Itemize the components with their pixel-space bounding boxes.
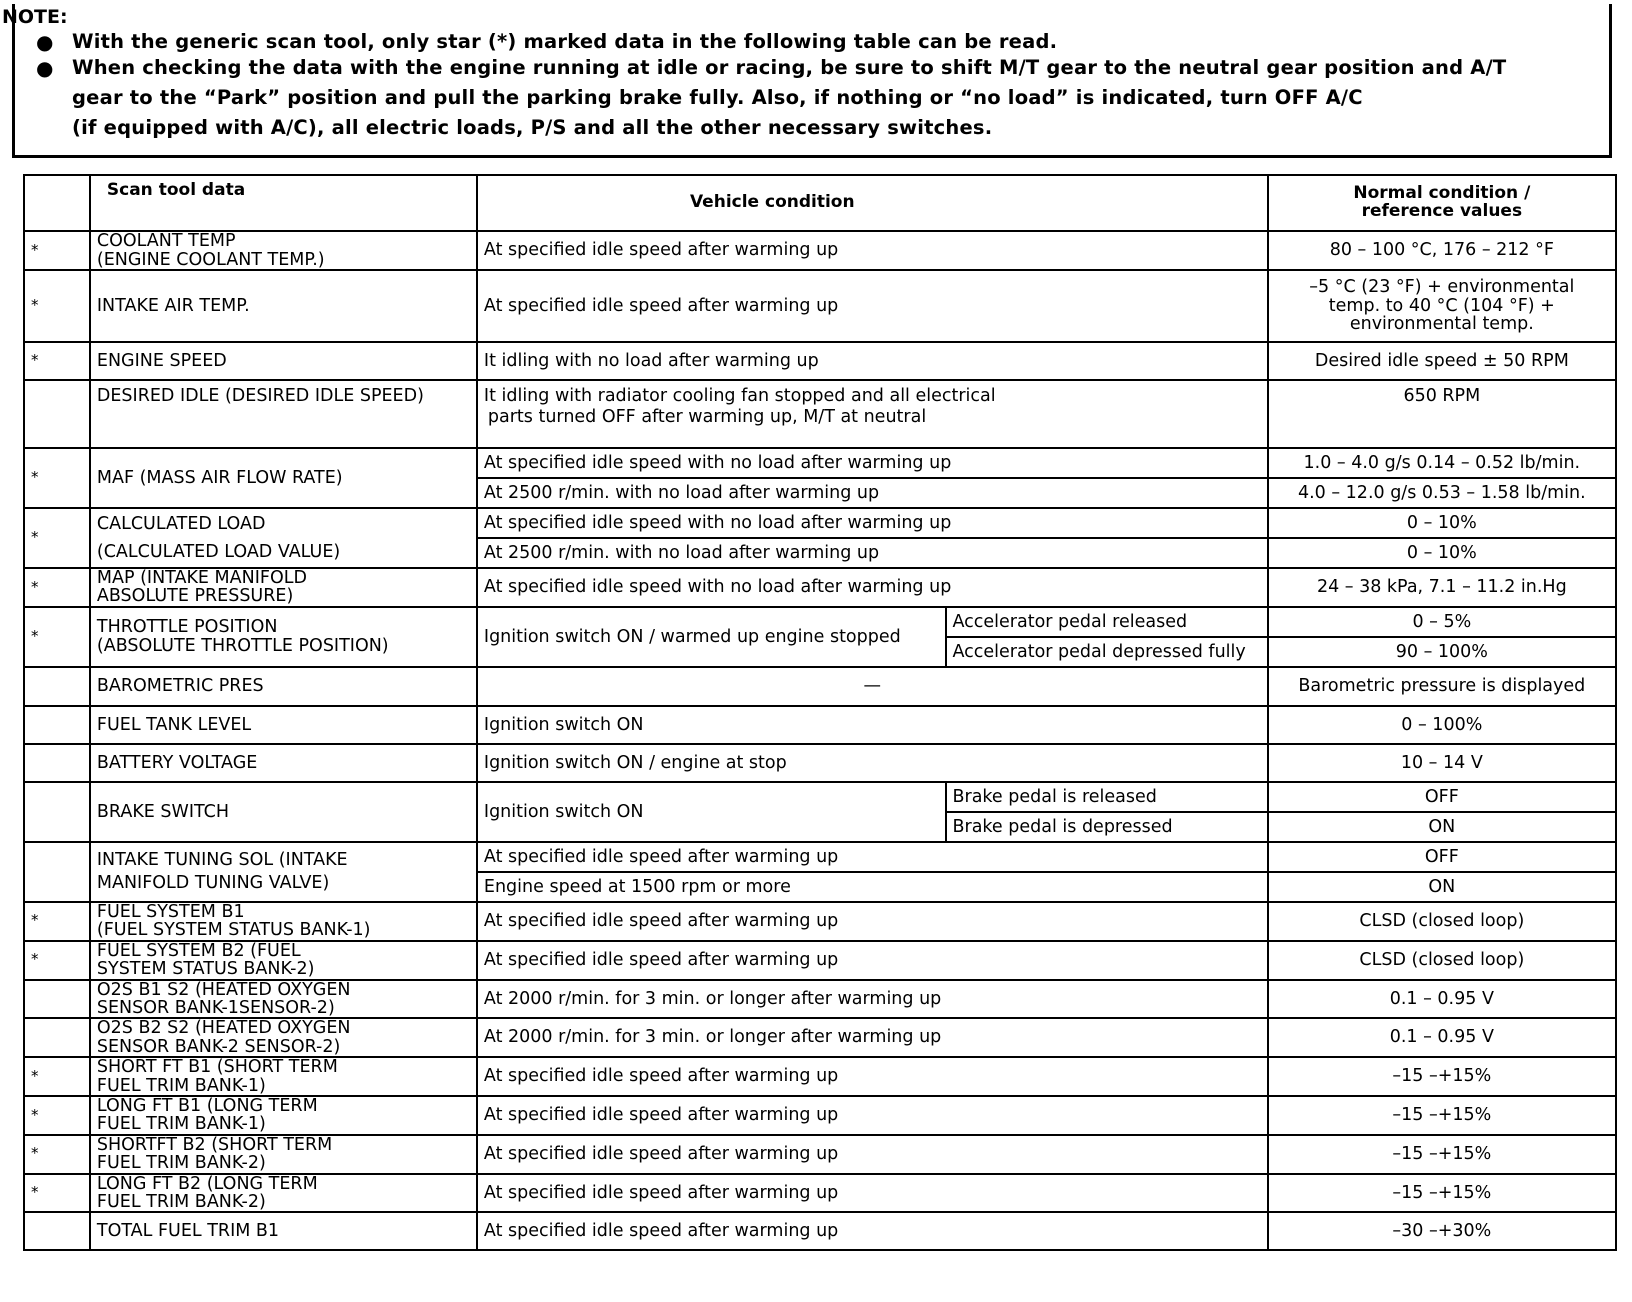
star-mark: * xyxy=(24,1174,90,1213)
row-name-line: ABSOLUTE PRESSURE) xyxy=(96,586,294,607)
star-mark: * xyxy=(24,941,90,980)
header-star xyxy=(24,175,90,231)
row-condition: At specified idle speed after warming up xyxy=(477,1057,1268,1096)
row-condition: Ignition switch ON / warmed up engine stopped xyxy=(477,607,946,667)
row-name-line: FUEL SYSTEM B1 xyxy=(96,901,245,922)
table-row xyxy=(24,607,1616,637)
row-name xyxy=(90,1018,477,1057)
row-sub-condition: Brake pedal is depressed xyxy=(946,812,1268,842)
star-empty xyxy=(24,980,90,1019)
row-condition: At 2000 r/min. for 3 min. or longer after warming up xyxy=(477,980,1268,1019)
row-name: DESIRED IDLE (DESIRED IDLE SPEED) xyxy=(90,380,477,448)
row-name-line: FUEL TRIM BANK-1) xyxy=(96,1075,266,1096)
row-name-line: THROTTLE POSITION xyxy=(96,617,278,638)
header-scan-tool-data: Scan tool data xyxy=(90,175,477,231)
star-empty xyxy=(24,380,90,448)
row-value: Barometric pressure is displayed xyxy=(1268,667,1616,706)
table-row xyxy=(24,667,1616,706)
row-name-line: SHORT FT B1 (SHORT TERM xyxy=(96,1057,338,1078)
row-name-line: LONG FT B2 (LONG TERM xyxy=(96,1173,318,1194)
star-mark: * xyxy=(24,607,90,667)
row-name-line: SENSOR BANK-2 SENSOR-2) xyxy=(96,1036,341,1057)
row-value: –15 –+15% xyxy=(1268,1057,1616,1096)
row-value: 0 – 10% xyxy=(1268,538,1616,568)
row-name: BRAKE SWITCH xyxy=(90,782,477,842)
row-condition: At specified idle speed after warming up xyxy=(477,231,1268,270)
row-name xyxy=(90,568,477,607)
row-name: MAF (MASS AIR FLOW RATE) xyxy=(90,448,477,508)
star-mark: * xyxy=(24,1096,90,1135)
row-name xyxy=(90,980,477,1019)
row-condition: At specified idle speed after warming up xyxy=(477,1212,1268,1250)
row-value: CLSD (closed loop) xyxy=(1268,941,1616,980)
row-name xyxy=(90,1174,477,1213)
row-value: OFF xyxy=(1268,842,1616,872)
star-empty xyxy=(24,1212,90,1250)
row-name: BATTERY VOLTAGE xyxy=(90,744,477,782)
bullet-dot: ● xyxy=(36,56,54,80)
row-value-line: temp. to 40 °C (104 °F) + xyxy=(1328,295,1555,316)
row-sub-condition: Brake pedal is released xyxy=(946,782,1268,812)
row-name xyxy=(90,508,477,568)
row-condition: Ignition switch ON xyxy=(477,706,1268,744)
row-name: ENGINE SPEED xyxy=(90,342,477,380)
table-row xyxy=(24,231,1616,270)
star-empty xyxy=(24,744,90,782)
row-condition: At 2500 r/min. with no load after warming up xyxy=(477,538,1268,568)
row-name-line: MANIFOLD TUNING VALVE) xyxy=(96,872,330,893)
table-row xyxy=(24,1174,1616,1213)
header-vehicle-condition xyxy=(477,175,1268,231)
star-mark: * xyxy=(24,902,90,941)
row-name-line: FUEL SYSTEM B2 (FUEL xyxy=(96,940,301,961)
star-mark: * xyxy=(24,508,90,568)
row-condition: At specified idle speed after warming up xyxy=(477,1174,1268,1213)
row-condition: At specified idle speed with no load after warming up xyxy=(477,508,1268,538)
row-value: 4.0 – 12.0 g/s 0.53 – 1.58 lb/min. xyxy=(1268,478,1616,508)
row-condition xyxy=(477,380,1268,448)
row-value: 10 – 14 V xyxy=(1268,744,1616,782)
star-mark: * xyxy=(24,1135,90,1174)
row-name: TOTAL FUEL TRIM B1 xyxy=(90,1212,477,1250)
row-value: ON xyxy=(1268,812,1616,842)
row-condition: It idling with no load after warming up xyxy=(477,342,1268,380)
row-name xyxy=(90,231,477,270)
star-mark: * xyxy=(24,231,90,270)
row-value: CLSD (closed loop) xyxy=(1268,902,1616,941)
row-value: –30 –+30% xyxy=(1268,1212,1616,1250)
row-sub-condition: Accelerator pedal released xyxy=(946,607,1268,637)
row-name-line: SYSTEM STATUS BANK-2) xyxy=(96,959,315,980)
row-condition: Engine speed at 1500 rpm or more xyxy=(477,872,1268,902)
row-value-line: –5 °C (23 °F) + environmental xyxy=(1309,277,1575,298)
header-normal-line-1: Normal condition / xyxy=(1353,183,1531,204)
table-row xyxy=(24,1096,1616,1135)
row-name: INTAKE AIR TEMP. xyxy=(90,270,477,342)
row-name-line: SHORTFT B2 (SHORT TERM xyxy=(96,1134,333,1155)
note-line-1: With the generic scan tool, only star (*) marked data in the following table can be read. xyxy=(72,30,1058,53)
table-row xyxy=(24,270,1616,342)
row-value-line: environmental temp. xyxy=(1349,314,1534,335)
row-name-line: FUEL TRIM BANK-2) xyxy=(96,1153,266,1174)
row-name-line: MAP (INTAKE MANIFOLD xyxy=(96,568,307,588)
row-condition: Ignition switch ON / engine at stop xyxy=(477,744,1268,782)
note-line-2: When checking the data with the engine running at idle or racing, be sure to shift M/T gear to the neutral gear position and A/T xyxy=(72,56,1507,79)
table-row xyxy=(24,448,1616,478)
row-sub-condition: Accelerator pedal depressed fully xyxy=(946,637,1268,667)
table-row xyxy=(24,380,1616,448)
row-name-line: (FUEL SYSTEM STATUS BANK-1) xyxy=(96,920,371,941)
table-row xyxy=(24,1212,1616,1250)
row-condition: Ignition switch ON xyxy=(477,782,946,842)
row-name-line: COOLANT TEMP xyxy=(96,231,236,252)
row-value xyxy=(1268,270,1616,342)
row-condition: At specified idle speed after warming up xyxy=(477,1135,1268,1174)
row-condition: At specified idle speed after warming up xyxy=(477,1096,1268,1135)
row-condition: At 2500 r/min. with no load after warming up xyxy=(477,478,1268,508)
row-value: 0 – 10% xyxy=(1268,508,1616,538)
table-row xyxy=(24,508,1616,538)
row-name-line: (ENGINE COOLANT TEMP.) xyxy=(96,249,325,270)
row-name-line: SENSOR BANK-1SENSOR-2) xyxy=(96,997,335,1018)
row-name-line: INTAKE TUNING SOL (INTAKE xyxy=(96,850,348,871)
table-row xyxy=(24,706,1616,744)
row-condition: At specified idle speed with no load after warming up xyxy=(477,448,1268,478)
note-line-3: gear to the “Park” position and pull the parking brake fully. Also, if nothing or “no load” is indicated, turn OFF A/C xyxy=(72,86,1363,109)
star-mark: * xyxy=(24,1057,90,1096)
row-value: 90 – 100% xyxy=(1268,637,1616,667)
table-row xyxy=(24,842,1616,872)
row-value: –15 –+15% xyxy=(1268,1174,1616,1213)
header-normal-condition xyxy=(1268,175,1616,231)
row-condition: At specified idle speed after warming up xyxy=(477,842,1268,872)
row-name xyxy=(90,1057,477,1096)
table-row xyxy=(24,902,1616,941)
table-row xyxy=(24,1018,1616,1057)
table-row xyxy=(24,1135,1616,1174)
table-row xyxy=(24,342,1616,380)
row-value: 1.0 – 4.0 g/s 0.14 – 0.52 lb/min. xyxy=(1268,448,1616,478)
row-value: 0 – 5% xyxy=(1268,607,1616,637)
table-row xyxy=(24,568,1616,607)
star-empty xyxy=(24,782,90,842)
row-name-line: O2S B1 S2 (HEATED OXYGEN xyxy=(96,979,351,1000)
row-condition-line: It idling with radiator cooling fan stopped and all electrical xyxy=(483,386,996,406)
row-condition: At specified idle speed after warming up xyxy=(477,270,1268,342)
row-condition: At specified idle speed after warming up xyxy=(477,941,1268,980)
row-name xyxy=(90,941,477,980)
row-name-line: (ABSOLUTE THROTTLE POSITION) xyxy=(96,635,389,656)
scan-tool-data-table xyxy=(23,174,1617,1251)
row-value: OFF xyxy=(1268,782,1616,812)
row-name xyxy=(90,902,477,941)
row-name-line: FUEL TRIM BANK-1) xyxy=(96,1114,266,1135)
row-condition: At specified idle speed after warming up xyxy=(477,902,1268,941)
row-name xyxy=(90,607,477,667)
star-mark: * xyxy=(24,568,90,607)
row-value: ON xyxy=(1268,872,1616,902)
row-name: BAROMETRIC PRES xyxy=(90,667,477,706)
row-condition: At 2000 r/min. for 3 min. or longer after warming up xyxy=(477,1018,1268,1057)
star-empty xyxy=(24,667,90,706)
table-row xyxy=(24,1057,1616,1096)
row-condition-line: parts turned OFF after warming up, M/T at neutral xyxy=(487,407,927,428)
row-value: –15 –+15% xyxy=(1268,1135,1616,1174)
row-value: 80 – 100 °C, 176 – 212 °F xyxy=(1268,231,1616,270)
row-value: 650 RPM xyxy=(1268,380,1616,448)
row-value: 0.1 – 0.95 V xyxy=(1268,980,1616,1019)
note-title: NOTE: xyxy=(2,6,68,28)
row-value: 0 – 100% xyxy=(1268,706,1616,744)
row-name-line: LONG FT B1 (LONG TERM xyxy=(96,1096,318,1116)
row-value: 0.1 – 0.95 V xyxy=(1268,1018,1616,1057)
star-empty xyxy=(24,842,90,902)
row-name: FUEL TANK LEVEL xyxy=(90,706,477,744)
row-name-line: CALCULATED LOAD xyxy=(96,514,266,535)
table-row xyxy=(24,782,1616,812)
star-empty xyxy=(24,1018,90,1057)
header-normal-line-2: reference values xyxy=(1361,201,1523,221)
row-name-line: O2S B2 S2 (HEATED OXYGEN xyxy=(96,1018,351,1039)
row-name-line: (CALCULATED LOAD VALUE) xyxy=(96,541,341,562)
bullet-dot: ● xyxy=(36,30,54,54)
table-row xyxy=(24,941,1616,980)
row-name xyxy=(90,1096,477,1135)
star-mark: * xyxy=(24,448,90,508)
table-row xyxy=(24,744,1616,782)
table-header-row xyxy=(24,175,1616,231)
row-name xyxy=(90,1135,477,1174)
row-condition: — xyxy=(477,667,1268,706)
star-empty xyxy=(24,706,90,744)
row-value: 24 – 38 kPa, 7.1 – 11.2 in.Hg xyxy=(1268,568,1616,607)
row-condition: At specified idle speed with no load after warming up xyxy=(477,568,1268,607)
table-row xyxy=(24,980,1616,1019)
row-name xyxy=(90,842,477,902)
star-mark: * xyxy=(24,342,90,380)
star-mark: * xyxy=(24,270,90,342)
row-value: Desired idle speed ± 50 RPM xyxy=(1268,342,1616,380)
row-name-line: FUEL TRIM BANK-2) xyxy=(96,1191,266,1212)
header-vehicle-condition-text: Vehicle condition xyxy=(689,192,855,213)
note-line-4: (if equipped with A/C), all electric loads, P/S and all the other necessary switches. xyxy=(72,116,993,139)
row-value: –15 –+15% xyxy=(1268,1096,1616,1135)
